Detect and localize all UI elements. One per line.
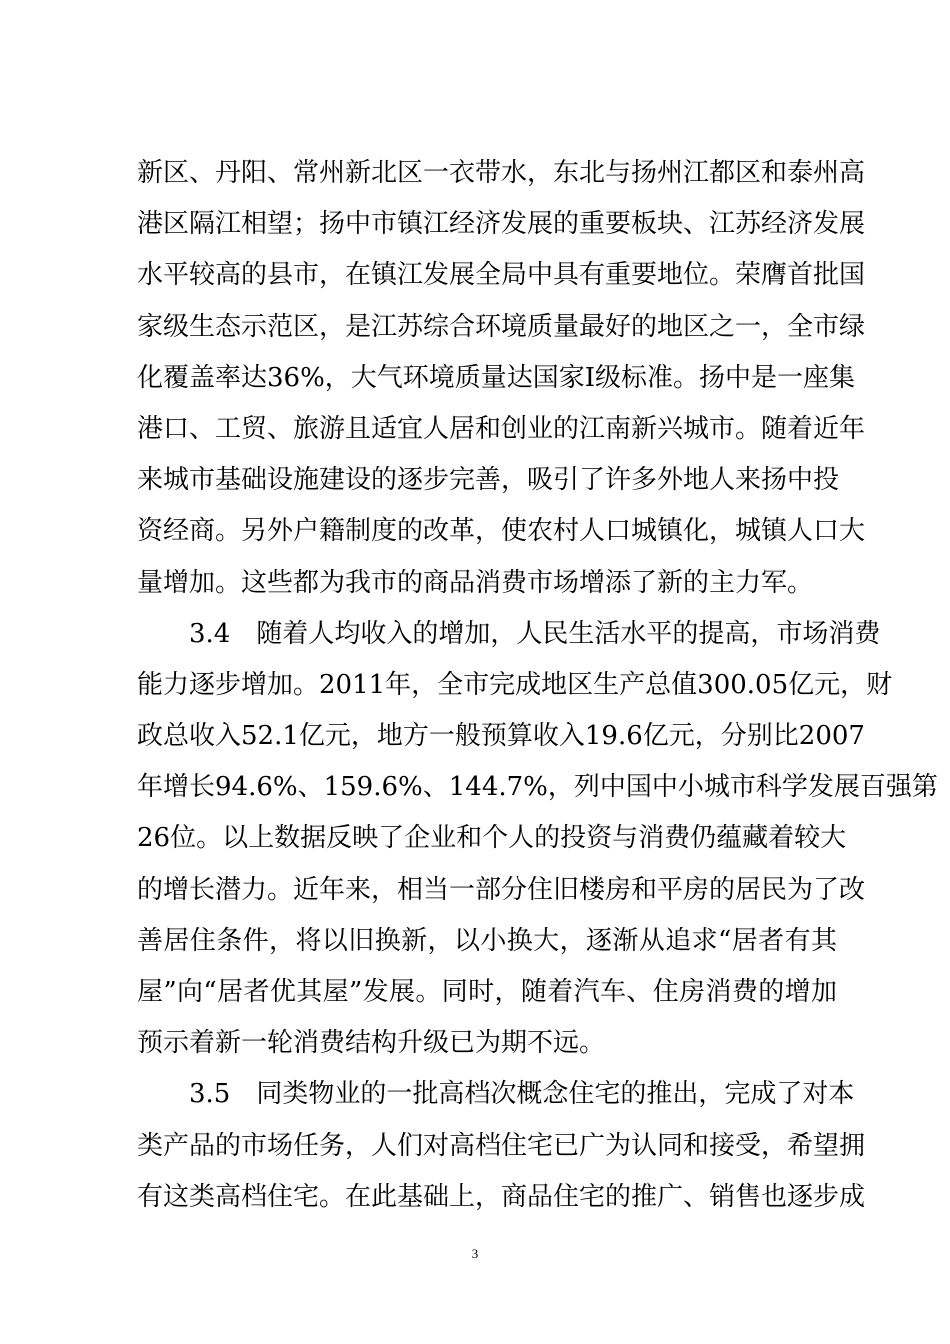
text-line: 善居住条件，将以旧换新，以小换大，逐渐从追求“居者有其 [137,925,837,956]
text-line: 26位。以上数据反映了企业和个人的投资与消费仍蕴藏着较大 [137,823,847,854]
text-line: 年增长94.6%、159.6%、144.7%，列中国中小城市科学发展百强第 [137,772,938,803]
text-line: 家级生态示范区，是江苏综合环境质量最好的地区之一，全市绿 [137,311,866,342]
section-3-4-first-line: 3.4 随着人均收入的增加，人民生活水平的提高，市场消费 [189,618,881,649]
text-line: 屋”向“居者优其屋”发展。同时，随着汽车、住房消费的增加 [137,977,837,1007]
text-line: 类产品的市场任务，人们对高档住宅已广为认同和接受，希望拥 [137,1130,866,1161]
text-line: 有这类高档住宅。在此基础上，商品住宅的推广、销售也逐步成 [137,1181,866,1212]
text-line: 港区隔江相望；扬中市镇江经济发展的重要板块、江苏经济发展 [137,209,866,240]
text-line: 能力逐步增加。2011年，全市完成地区生产总值300.05亿元，财 [137,669,893,700]
text-line: 化覆盖率达36%，大气环境质量达国家Ⅰ级标准。扬中是一座集 [137,362,856,393]
text-line: 水平较高的县市，在镇江发展全局中具有重要地位。荣膺首批国 [137,260,866,291]
text-line: 政总收入52.1亿元，地方一般预算收入19.6亿元，分别比2007 [137,721,865,752]
text-line: 的增长潜力。近年来，相当一部分住旧楼房和平房的居民为了改 [137,874,866,905]
text-line: 量增加。这些都为我市的商品消费市场增添了新的主力军。 [137,567,814,598]
section-3-5-first-line: 3.5 同类物业的一批高档次概念住宅的推出，完成了对本 [189,1079,855,1110]
text-line: 新区、丹阳、常州新北区一衣带水，东北与扬州江都区和泰州高 [137,158,866,188]
page-number: 3 [471,1246,479,1261]
body-text [137,148,938,1223]
text-line: 资经商。另外户籍制度的改革，使农村人口城镇化，城镇人口大 [137,516,866,547]
text-line: 预示着新一轮消费结构升级已为期不远。 [137,1028,606,1059]
text-line: 来城市基础设施建设的逐步完善，吸引了许多外地人来扬中投 [137,465,840,496]
text-line: 港口、工贸、旅游且适宜人居和创业的江南新兴城市。随着近年 [137,413,866,444]
